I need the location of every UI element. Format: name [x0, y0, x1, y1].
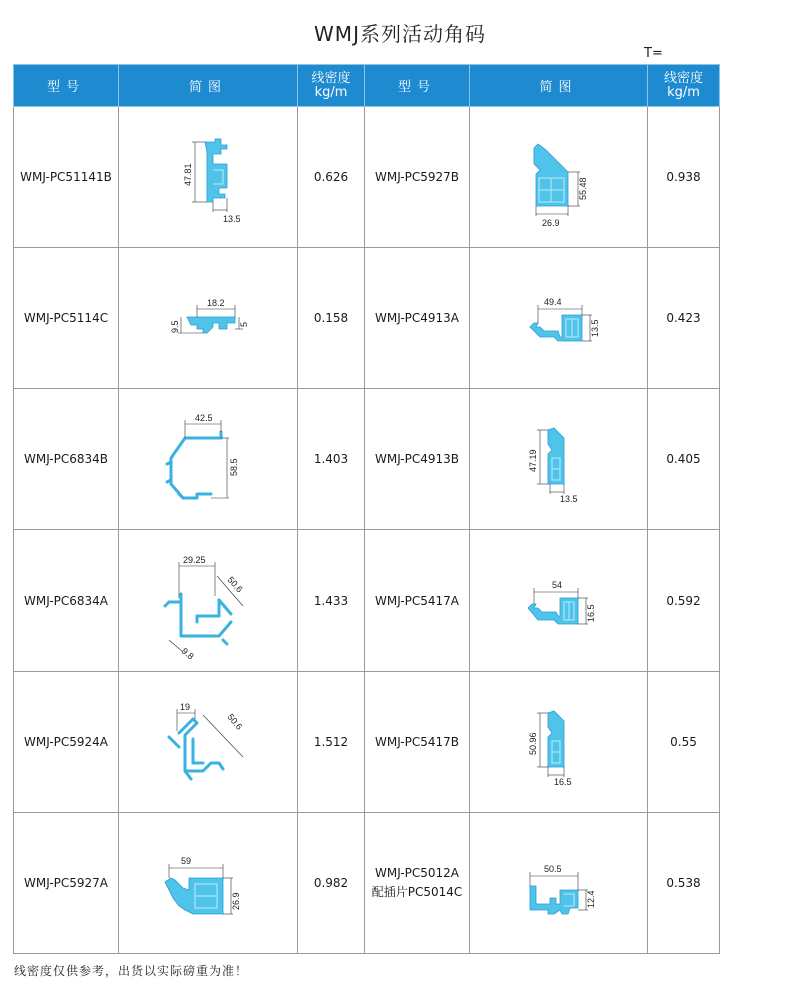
dim-label: 55.48	[577, 177, 588, 201]
model-cell: WMJ-PC5927B	[365, 107, 470, 248]
header-figure: 简图	[470, 65, 648, 107]
dim-label: 13.5	[559, 494, 578, 505]
figure-cell	[470, 248, 648, 389]
density-cell: 0.405	[648, 389, 720, 530]
model-accessory: 配插片PC5014C	[371, 884, 463, 899]
dim-label: 18.2	[207, 298, 225, 309]
dim-label: 54	[551, 579, 562, 590]
dim-label: 50.6	[225, 711, 245, 732]
figure-cell	[470, 671, 648, 812]
header-density-unit: kg/m	[314, 84, 348, 100]
t-label: T=	[644, 46, 663, 61]
header-density-label: 线密度	[311, 70, 351, 86]
model-cell: WMJ-PC6834B	[14, 389, 119, 530]
dim-label: 5	[239, 322, 249, 328]
header-model: 型号	[14, 65, 119, 107]
figure-cell	[119, 530, 298, 671]
density-cell: 1.512	[298, 671, 365, 812]
profile-drawing-pc5924a	[123, 677, 293, 807]
density-cell: 0.626	[298, 107, 365, 248]
table-row	[14, 530, 720, 671]
model-cell: WMJ-PC4913A	[365, 248, 470, 389]
dim-label: 26.9	[231, 892, 241, 910]
table-row	[14, 671, 720, 812]
density-cell: 0.938	[648, 107, 720, 248]
model-cell: WMJ-PC5417B	[365, 671, 470, 812]
header-row	[14, 65, 720, 107]
figure-cell	[470, 389, 648, 530]
model-cell: WMJ-PC5417A	[365, 530, 470, 671]
dim-label: 58.5	[229, 458, 239, 477]
model-cell	[365, 812, 470, 953]
header-density	[298, 65, 365, 107]
header-density-label: 线密度	[663, 70, 703, 86]
dim-label: 12.4	[585, 890, 596, 908]
model-cell: WMJ-PC6834A	[14, 530, 119, 671]
table-row	[14, 107, 720, 248]
profile-drawing-pc6834a	[123, 536, 293, 666]
header-density	[648, 65, 720, 107]
dim-label: 9.8	[179, 645, 196, 662]
dim-label: 13.5	[223, 214, 241, 225]
figure-cell	[470, 107, 648, 248]
header-model: 型号	[365, 65, 470, 107]
density-cell: 0.55	[648, 671, 720, 812]
profile-drawing-pc5927a	[123, 818, 293, 948]
dim-label: 50.96	[527, 732, 538, 755]
footer-note: 线密度仅供参考，出货以实际磅重为准！	[14, 964, 249, 978]
profile-drawing-pc51141b	[123, 112, 293, 242]
dim-label: 16.5	[585, 604, 596, 622]
dim-label: 26.9	[541, 218, 560, 229]
dim-label: 13.5	[589, 319, 600, 338]
profile-drawing-pc5417b	[474, 677, 644, 807]
density-cell: 1.433	[298, 530, 365, 671]
model-cell: WMJ-PC51141B	[14, 107, 119, 248]
density-cell: 0.538	[648, 812, 720, 953]
figure-cell	[470, 812, 648, 953]
header-density-unit: kg/m	[667, 84, 700, 100]
density-cell: 0.592	[648, 530, 720, 671]
profile-drawing-pc5012a	[474, 818, 644, 948]
dim-label: 49.4	[543, 297, 562, 308]
dim-label: 47.81	[183, 163, 193, 187]
profile-drawing-pc6834b	[123, 394, 293, 524]
dim-label: 47.19	[527, 449, 538, 473]
figure-cell	[119, 812, 298, 953]
profile-drawing-pc5927b	[474, 112, 644, 242]
figure-cell	[119, 107, 298, 248]
density-cell: 0.982	[298, 812, 365, 953]
table-row	[14, 812, 720, 953]
model-cell: WMJ-PC5927A	[14, 812, 119, 953]
spec-table	[13, 64, 720, 954]
density-cell: 0.158	[298, 248, 365, 389]
density-cell: 1.403	[298, 389, 365, 530]
figure-cell	[470, 530, 648, 671]
profile-drawing-pc4913b	[474, 394, 644, 524]
density-cell: 0.423	[648, 248, 720, 389]
dim-label: 29.25	[183, 554, 206, 565]
model-cell: WMJ-PC5114C	[14, 248, 119, 389]
dim-label: 50.5	[543, 863, 562, 874]
profile-drawing-pc4913a	[474, 253, 644, 383]
header-figure: 简图	[119, 65, 298, 107]
table-row	[14, 248, 720, 389]
model-cell: WMJ-PC4913B	[365, 389, 470, 530]
table-row	[14, 389, 720, 530]
figure-cell	[119, 248, 298, 389]
model-name: WMJ-PC5012A	[374, 865, 460, 880]
dim-label: 19	[180, 701, 191, 712]
figure-cell	[119, 671, 298, 812]
figure-cell	[119, 389, 298, 530]
profile-drawing-pc5114c	[123, 253, 293, 383]
dim-label: 16.5	[553, 776, 572, 787]
profile-drawing-pc5417a	[474, 536, 644, 666]
page-title: WMJ系列活动角码	[314, 22, 486, 46]
dim-label: 50.6	[225, 574, 245, 594]
dim-label: 59	[181, 855, 192, 866]
model-cell: WMJ-PC5924A	[14, 671, 119, 812]
dim-label: 9.5	[170, 320, 180, 334]
dim-label: 42.5	[195, 413, 213, 424]
